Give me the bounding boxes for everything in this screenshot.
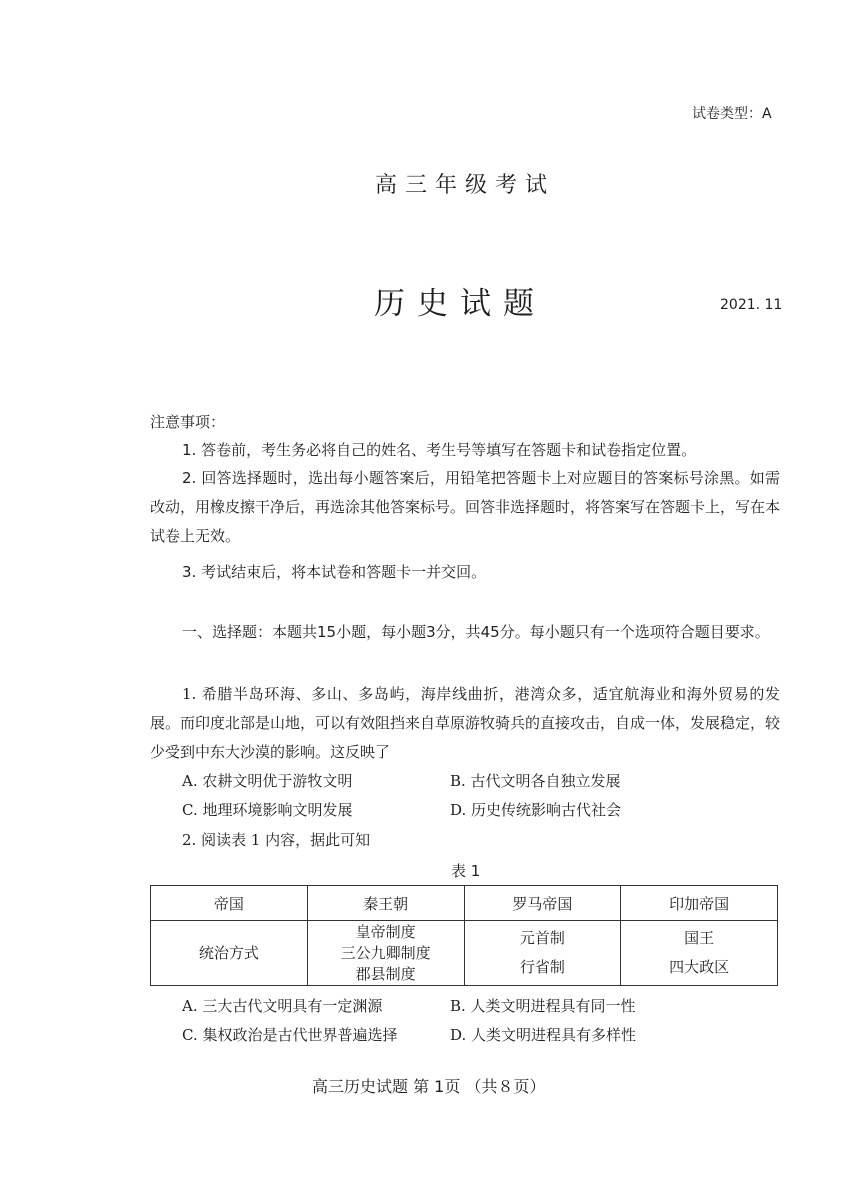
comparison-table [150,885,778,986]
exam-date: 2021. 11 [720,297,783,313]
page-title: 历史试题 [374,286,546,322]
notice-item-2-rest: 如需改动，用橡皮擦干净后，再选涂其他答案标号。回答非选择题时，将答案写在答题卡上，写在本试卷上无效。 [150,469,781,545]
notice-item-1: 1. 答卷前，考生务必将自己的姓名、考生号等填写在答题卡和试卷指定位置。 [182,441,697,459]
table-caption: 表 1 [451,862,481,880]
table-row [151,921,778,986]
q2-stem: 2. 阅读表 1 内容，据此可知 [182,831,371,849]
table-cell-line: 三公九卿制度 [340,943,431,962]
notice-item-3: 3. 考试结束后，将本试卷和答题卡一并交回。 [182,563,487,581]
table-row-label: 统治方式 [151,921,308,986]
q1-option-a: A. 农耕文明优于游牧文明 [182,772,353,790]
notice-item-2 [150,464,780,551]
paper-type: 试卷类型：A [692,106,772,122]
q2-option-b: B. 人类文明进程具有同一性 [450,997,636,1015]
q2-option-d: D. 人类文明进程具有多样性 [450,1026,637,1044]
table-header-cell: 秦王朝 [307,886,464,921]
notice-heading: 注意事项： [150,413,226,431]
table-header-row [151,886,778,921]
table-cell-line: 皇帝制度 [355,922,416,941]
table-cell-line: 国王 [684,929,715,947]
table-header-cell: 印加帝国 [621,886,778,921]
table-cell-qin [307,921,464,986]
exam-grade-heading: 高三年级考试 [375,173,556,198]
table-cell-line: 郡县制度 [355,964,416,983]
q2-option-a: A. 三大古代文明具有一定渊源 [182,997,383,1015]
page-footer: 高三历史试题 第 1页 （共８页） [312,1077,546,1096]
table-header-cell: 帝国 [151,886,308,921]
q1-option-c: C. 地理环境影响文明发展 [182,801,353,819]
q1-option-b: B. 古代文明各自独立发展 [450,772,621,790]
section-1-heading: 一、选择题：本题共15小题，每小题3分，共45分。每小题只有一个选项符合题目要求。 [182,623,770,641]
table-cell-rome [464,921,621,986]
q2-option-c: C. 集权政治是古代世界普遍选择 [182,1026,398,1044]
notice-item-2-line1: 2. 回答选择题时，选出每小题答案后，用铅笔把答题卡上对应题目的答案标号涂黑。 [182,469,750,487]
table-cell-line: 元首制 [519,929,565,947]
table-cell-line: 行省制 [519,958,565,976]
q1-option-d: D. 历史传统影响古代社会 [450,801,622,819]
q1-stem: 1. 希腊半岛环海、多山、多岛屿，海岸线曲折，港湾众多，适宜航海业和海外贸易的发展。而印度北部是山地，可以有效阻挡来自草原游牧骑兵的直接攻击，自成一体，发展稳定，较少受到中东大沙漠的影响。这反映了 [150,685,781,761]
table-cell-inca [621,921,778,986]
table-header-cell: 罗马帝国 [464,886,621,921]
table-cell-line: 四大政区 [669,958,730,976]
